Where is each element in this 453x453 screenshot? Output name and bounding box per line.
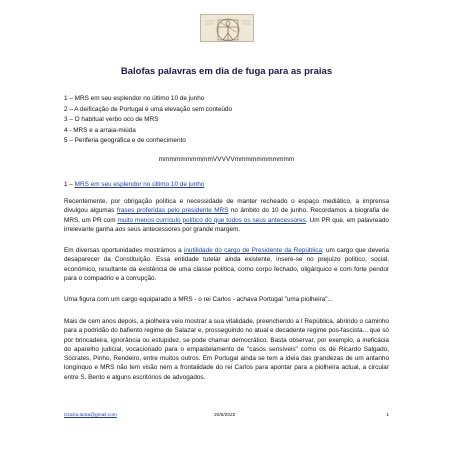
paragraph-2 (64, 246, 389, 283)
toc-item: 4 - MRS e a arraia-miúda (64, 126, 136, 134)
link-curriculo-politico[interactable]: muito menos currículo político do que todos os seus antecessores (117, 216, 306, 224)
paragraph-text: Recentemente, por obrigação política e necessidade de manter recheado o espaço mediático, a imprensa divulgou algumas (64, 198, 389, 215)
paragraph-text: no âmbito do 10 de junho. Recordamos a biografia de MRS, um PR com (64, 207, 389, 224)
document-title: Balofas palavras em dia de fuga para as praias (120, 66, 333, 77)
toc-item: 2 – A deificação de Portugal é uma elevação sem conteúdo (64, 105, 233, 113)
section-number: 1 – (64, 181, 75, 188)
link-frases-presidente[interactable]: frases proferidas pelo presidente MRS (116, 207, 229, 215)
paragraph-3: Uma figura com um cargo equiparado a MRS - o rei Carlos - achava Portugal "uma piolheira"... (64, 296, 333, 303)
section-heading (64, 181, 204, 188)
footer-email-link[interactable]: Grazia.tanta@gmail.com (64, 413, 117, 418)
section-separator: mmmmmmmmmmVVVVVmmmmmmmmmmm (158, 156, 295, 163)
paragraph-text: . Um PR que, em palavreado irrelevante ganha aos seus antecessores por grande margem. (64, 216, 389, 233)
table-of-contents (64, 94, 394, 147)
paragraph-text: ; um cargo que deveria desaparecer da Constituição. Essa entidade tutelar ainda existente, insere-se no prejuízo político, social, económico, resultante da existência de uma classe política, como corpo fechado, oligárquico e com forte pendor para o compadrio e a corrupção. (64, 247, 389, 282)
footer-page-number: 1 (386, 413, 389, 418)
page-footer (64, 413, 389, 418)
toc-item: 1 – MRS em seu esplendor no último 10 de junho (64, 95, 205, 102)
footer-date: 20/6/2022 (214, 413, 236, 418)
paragraph-text: Em diversas oportunidades mostrámos a (64, 247, 184, 254)
header-illustration (200, 14, 254, 42)
paragraph-1 (64, 197, 389, 234)
toc-item: 3 – O habitual verbo oco de MRS (64, 116, 159, 123)
link-inutilidade-cargo[interactable]: inutilidade do cargo de Presidente da República (183, 247, 323, 254)
vitruvian-man-icon (201, 15, 254, 42)
section-heading-link[interactable]: MRS em seu esplendor no último 10 de junho (74, 181, 205, 188)
toc-item: 5 – Periferia geográfica e de conhecimento (64, 137, 186, 144)
paragraph-4: Mais de cem anos depois, a piolheira veio mostrar a sua vitalidade, preenchendo a I República, abrindo o caminho para a podridão do bafiento regime de Salazar e, prosseguindo no atual e decadente regime pos-fascista... que só por brincadeira, ignorância ou estupidez, se pode chamar democrático. Basta observar, por exemplo, a ineficácia do aparelho judicial, vocacionado para o empastelamento de "casos sensíveis" como os de Ricardo Salgado, Sócrates, Pinho, Rendeiro, entre muitos outros. Em Portugal ainda se tem a ideia das grandezas de um antanho longínquo e MRS não tem visão nem a frontalidade do rei Carlos para apontar para a piolheira actual, a circular entre S. Bento e alguns escritórios de advogados. (64, 318, 389, 381)
